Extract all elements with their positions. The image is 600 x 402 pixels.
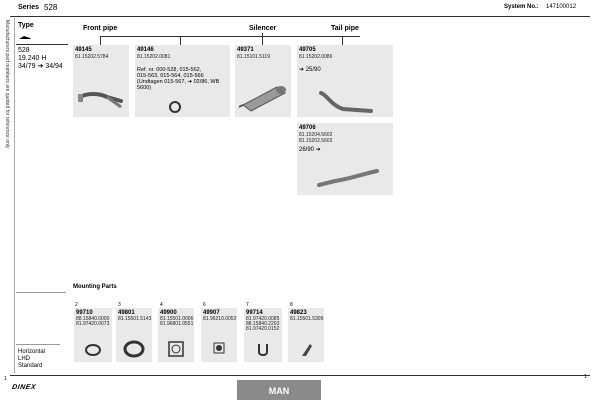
- dinex-logo: DINEX: [11, 384, 37, 391]
- tail-pipe-icon: [317, 85, 377, 115]
- tree-drop: [180, 36, 181, 45]
- heading-silencer: Silencer: [249, 25, 277, 32]
- u-clamp-icon: [256, 342, 270, 358]
- part-code: 81.15204.5602: [299, 132, 333, 138]
- front-pipe-icon: [77, 87, 125, 113]
- type-heading: Type: [18, 22, 34, 29]
- mount-card-49900[interactable]: [158, 308, 194, 362]
- series-value: 528: [44, 3, 58, 12]
- part-number: 49823: [290, 310, 307, 316]
- heading-tail-pipe: Tail pipe: [331, 25, 359, 32]
- heading-front-pipe: Front pipe: [83, 25, 118, 32]
- part-note: 26/90 ➔: [299, 147, 321, 153]
- part-card-49705[interactable]: [297, 45, 393, 117]
- tree-drop: [262, 33, 263, 45]
- part-note: ➔ 25/90: [299, 67, 321, 73]
- part-code: 81.15501.0006: [160, 316, 194, 322]
- bracket-icon: [298, 340, 316, 358]
- footer-orientation: Horizontal: [18, 349, 46, 355]
- part-number: 49900: [160, 310, 177, 316]
- type-arrow: ➔: [37, 63, 44, 70]
- part-number: 49706: [299, 125, 316, 131]
- tree-drop: [342, 36, 343, 45]
- mount-card-99710[interactable]: [74, 308, 112, 362]
- page-number-right: 1: [584, 374, 587, 380]
- side-note: Manufacturers part numbers are quoted for reference only: [4, 20, 10, 149]
- footer-standard: Standard: [18, 363, 43, 369]
- ref-line: (Undtagen 015-567, ➔ 02/86, WB: [137, 79, 220, 85]
- part-number: 99714: [246, 310, 263, 316]
- tree-drop: [100, 36, 101, 45]
- part-code: 81.97420.0073: [76, 321, 110, 327]
- mount-card-49801[interactable]: [116, 308, 152, 362]
- part-code: 81.96210.0052: [203, 316, 237, 322]
- part-code: 88.15840.0000: [76, 316, 110, 322]
- tree-line: [100, 36, 360, 37]
- part-code: 88.15840.2203: [246, 321, 280, 327]
- part-code: 81.97420.0152: [246, 326, 280, 332]
- gasket-ring-icon: [122, 338, 146, 360]
- mount-pos: 6: [203, 302, 206, 308]
- footer-drive: LHD: [18, 356, 31, 362]
- mount-pos: 2: [75, 302, 78, 308]
- system-label: System No.:: [504, 4, 539, 10]
- header-rule: [10, 16, 590, 17]
- part-number: 49705: [299, 47, 316, 53]
- part-card-49145[interactable]: [73, 45, 129, 117]
- part-code: 81.15501.5143: [118, 316, 152, 322]
- part-code: 81.15501.5309: [290, 316, 324, 322]
- silencer-icon: [237, 79, 289, 113]
- type-engine: 19.240 H: [18, 55, 47, 62]
- ref-line: 015-563, 015-564, 015-566: [137, 73, 204, 79]
- type-years-to: 34/94: [45, 63, 63, 70]
- type-model: 528: [18, 47, 30, 54]
- truck-icon: [18, 33, 32, 41]
- system-value: 147100012: [546, 4, 577, 10]
- part-code: 81.15101.5119: [237, 54, 270, 60]
- mount-pos: 7: [246, 302, 249, 308]
- clamp-icon: [167, 100, 183, 114]
- footer-rule: [16, 344, 60, 345]
- part-number: 49801: [118, 310, 135, 316]
- bottom-rule: [10, 375, 590, 376]
- ref-line: 5600): [137, 85, 152, 91]
- square-flange-icon: [167, 340, 185, 358]
- brand-tab: MAN: [237, 380, 321, 400]
- part-number: 49907: [203, 310, 220, 316]
- part-code: 81.15202.5784: [75, 54, 109, 60]
- part-code: 81.96801.0551: [160, 321, 194, 327]
- tail-pipe-icon: [315, 163, 383, 193]
- part-number: 99710: [76, 310, 93, 316]
- part-card-49706[interactable]: [297, 123, 393, 195]
- clamp-icon: [82, 342, 104, 358]
- part-number: 49145: [75, 47, 92, 53]
- part-number: 49146: [137, 47, 154, 53]
- part-code: 81.15202.5602: [299, 138, 333, 144]
- mount-pos: 3: [118, 302, 121, 308]
- page-number-left: 1: [4, 376, 7, 382]
- part-code: 81.15202.0081: [137, 54, 171, 60]
- heading-mounting-parts: Mounting Parts: [73, 284, 117, 290]
- mount-card-99714[interactable]: [244, 308, 282, 362]
- left-margin-rule: [14, 18, 15, 373]
- mount-card-49823[interactable]: [288, 308, 324, 362]
- series-label: Series: [18, 4, 40, 11]
- mounting-rule: [16, 292, 66, 293]
- type-rule: [16, 44, 68, 45]
- type-years-from: 34/79: [18, 63, 36, 70]
- part-code: 81.97420.0085: [246, 316, 280, 322]
- part-card-49146[interactable]: [135, 45, 230, 117]
- part-number: 49371: [237, 47, 254, 53]
- mount-pos: 4: [160, 302, 163, 308]
- part-code: 81.15202.0086: [299, 54, 333, 60]
- mount-pos: 8: [290, 302, 293, 308]
- mount-card-49907[interactable]: [201, 308, 237, 362]
- gasket-icon: [211, 340, 227, 356]
- part-card-49371[interactable]: [235, 45, 291, 117]
- ref-line: Ref. nr. 000-528, 015-562,: [137, 67, 202, 73]
